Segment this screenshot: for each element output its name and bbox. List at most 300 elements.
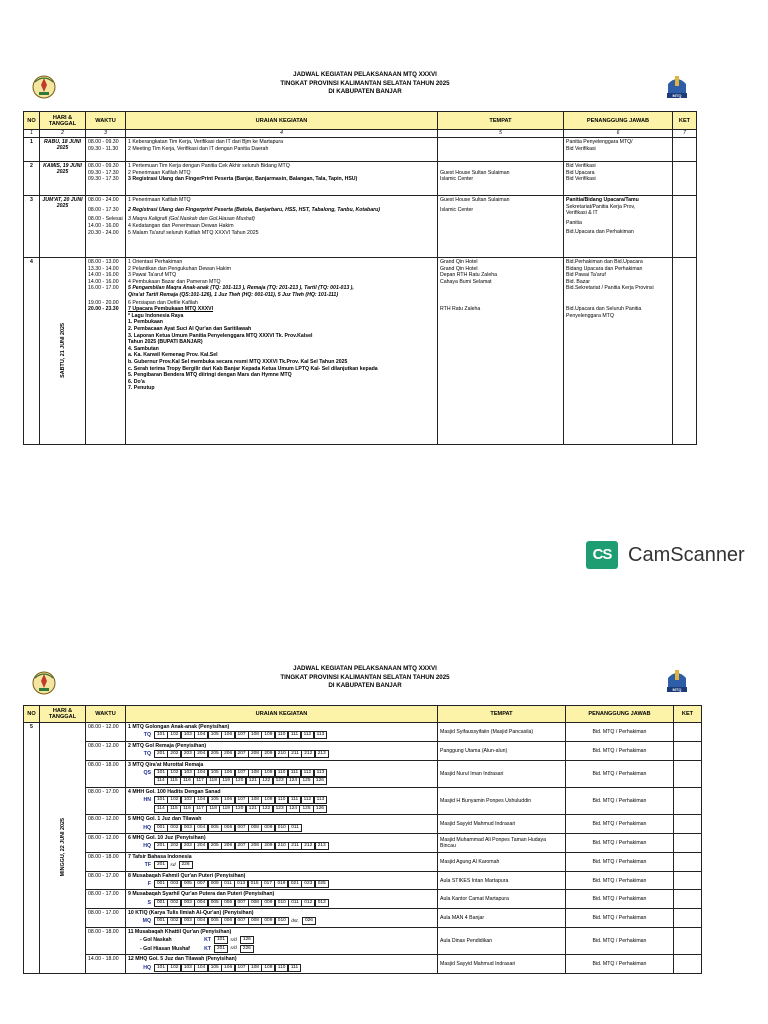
row-times: 08.00 - 24.00 08.00 - 17.30 08.00 - Selesai 14.00 - 16.00 20.30 - 24.00 [86,196,126,258]
participant-code: 001 [154,880,168,888]
participant-code: dst. [291,918,299,924]
participant-code: 009 [261,824,275,832]
row-day-cell [40,258,86,445]
row-time: 08.00 - 18.00 [86,928,126,955]
participant-code: 226 [179,861,193,869]
participant-code: 021 [288,880,302,888]
participant-code: 110 [275,964,289,972]
participant-code: 110 [275,796,289,804]
participant-code: 226 [240,945,254,953]
participant-code: 103 [181,964,195,972]
participant-code: 207 [235,750,249,758]
col-number: 7 [673,130,697,138]
page1-title-line2: TINGKAT PROVINSI KALIMANTAN SELATAN TAHUN 2025 [280,79,450,87]
participant-code: 126 [313,777,327,785]
participant-code: 105 [208,769,222,777]
row-pic: Bid. MTQ / Perhakiman [566,871,674,890]
svg-text:MTQ: MTQ [672,93,682,99]
participant-code: 025 [315,880,329,888]
participant-code: 008 [248,899,262,907]
participant-code: 106 [221,964,235,972]
schedule-table-page1 [23,111,697,445]
participant-code: s/d [230,937,237,943]
participant-code: 005 [181,880,195,888]
participant-code: 111 [288,769,301,777]
participant-code: 213 [315,842,329,850]
row-activity [126,852,438,871]
participant-code: 105 [208,796,222,804]
participant-code: 019 [274,880,288,888]
row-activity [126,815,438,834]
participant-code: 202 [167,750,181,758]
row-place: Masjid Nurul Iman Indrasari [438,760,566,787]
col-header-activity: URAIAN KEGIATAN [126,112,438,130]
row-activity [126,834,438,853]
code-prefix-label: QS [143,769,151,776]
participant-code-row [140,731,435,739]
col-header-pic: PENANGGUNG JAWAB [566,706,674,723]
participant-code: 103 [181,796,195,804]
participant-code: 005 [208,899,222,907]
row-note [674,787,702,814]
participant-code: 001 [154,899,168,907]
participant-code: 102 [167,731,181,739]
row-place: Guest House Sultan Sulaiman Islamic Center [438,162,564,196]
activity-title: 10 KTIQ (Karya Tulis Ilmiah Al-Qur'an) (Penyisihan) [128,910,254,917]
participant-code: 104 [194,769,208,777]
participant-code: s/d [230,946,237,952]
row-activities: 1 Pertemuan Tim Kerja dengan Panitia Cek Akhir seluruh Bidang MTQ 2 Penerimaan Kafilah MTQ 3 Registrasi Ulang dan FingerPrint Peserta (Banjar, Banjarmasin, Balangan, Tala, Tapin, HSU) [126,162,438,196]
participant-code: 211 [288,842,302,850]
participant-code: 105 [208,964,222,972]
row-place: Aula MAN 4 Banjar [438,909,566,928]
camscanner-logo: CS [586,541,618,569]
row-no: 4 [24,258,40,445]
participant-code: 123 [273,777,287,785]
participant-code: 101 [154,964,168,972]
participant-code: 117 [193,777,207,785]
code-prefix-label: KT [204,937,211,944]
row-day: MINGGU, 22 JUNI 2025 [59,817,66,877]
col-number: 5 [438,130,564,138]
participant-code: 001 [154,824,168,832]
activity-title: 6 MHQ Gol. 10 Juz (Penyisihan) [128,835,206,842]
participant-code: 004 [194,917,208,925]
participant-code: 114 [154,805,168,813]
participant-code: 114 [154,777,168,785]
participant-code: 104 [194,731,208,739]
row-time: 08.00 - 17.00 [86,890,126,909]
participant-code: 110 [275,731,289,739]
participant-code: 120 [232,777,246,785]
participant-code: 208 [248,750,262,758]
page1-title-line3: DI KABUPATEN BANJAR [328,88,402,96]
row-note [674,928,702,955]
participant-code: 013 [315,899,329,907]
row-pic: Bid. MTQ / Perhakiman [566,890,674,909]
camscanner-wordmark: CamScanner [628,544,745,566]
code-prefix-label: HQ [143,964,151,971]
participant-code: 120 [232,805,246,813]
participant-code: 009 [261,917,275,925]
col-header-activity: URAIAN KEGIATAN [126,706,438,723]
participant-code: 010 [275,899,289,907]
participant-code: 111 [288,796,301,804]
participant-code: 113 [314,731,328,739]
participant-code: 106 [221,731,235,739]
participant-code: 106 [221,796,235,804]
row-pic: Bid. MTQ / Perhakiman [566,834,674,853]
participant-code: 002 [167,899,181,907]
participant-code: 111 [288,964,301,972]
participant-code: 109 [261,769,275,777]
participant-code: 108 [248,769,262,777]
participant-code: 112 [301,731,315,739]
participant-code: 102 [167,769,181,777]
col-header-place: TEMPAT [438,706,566,723]
table-row [24,138,697,162]
participant-code: 212 [301,750,315,758]
participant-code: 105 [208,731,222,739]
code-prefix-label: HN [143,797,151,804]
participant-code: 004 [194,824,208,832]
participant-code: 005 [208,917,222,925]
code-prefix-label: MQ [142,918,151,925]
row-place: Grand Qin Hotel Grand Qin Hotel Depan RTH Ratu Zaleha Cahaya Bumi Selamat RTH Ratu Zaleha [438,258,564,445]
col-header-day: HARI & TANGGAL [40,706,86,723]
participant-code: 106 [221,769,235,777]
participant-code: 007 [235,824,249,832]
row-note [673,196,697,258]
activity-title: 7 Tafsir Bahasa Indonesia [128,853,192,860]
row-place: Aula Kantor Camat Martapura [438,890,566,909]
row-times: 08.00 - 13.00 13.30 - 14.00 14.00 - 16.00 14.00 - 16.00 16.00 - 17.00 19.00 - 20.00 20.00 - 23.30 [86,258,126,445]
participant-code: 202 [167,842,181,850]
participant-code: 015 [248,880,262,888]
row-note [674,871,702,890]
participant-code-row [140,777,435,785]
row-note [674,741,702,760]
table-row [24,871,702,890]
col-header-place: TEMPAT [438,112,564,130]
kalsel-emblem-logo [30,72,58,100]
participant-code: 002 [167,917,181,925]
row-day: KAMIS, 19 JUNI 2025 [40,162,86,196]
row-pic: Bid.Perhakiman dan Bid.Upacara Bidang Upacara dan Perhakiman Bid Pawai Ta'aruf Bid. Bazar Bid.Sekretariat / Panitia Kerja Provinsi Bid.Upacara dan Seluruh Panitia Penyelenggara MTQ [564,258,673,445]
code-prefix-label: S [147,899,151,906]
table-row [24,741,702,760]
row-pic: Bid. MTQ / Perhakiman [566,760,674,787]
participant-code-row [140,796,435,804]
row-time: 08.00 - 17.00 [86,909,126,928]
activity-title: 5 MHQ Gol. 1 Juz dan Tilawah [128,816,202,823]
table-row [24,787,702,814]
page2-title-line2: TINGKAT PROVINSI KALIMANTAN SELATAN TAHUN 2025 [280,673,450,681]
row-activities: 1 Penerimaan Kafilah MTQ 2 Registrasi Ulang dan Fingerprint Peserta (Batola, Banjarbaru, HSS, HST, Tabalong, Tanbu, Kotabaru) 3 Maqra Kaligrafi (Gol.Naskah dan Gol.Hiasan Mushaf) 4 Kedatangan dan Penerimaan Dewan Hakim 5 Malam Ta'aruf seluruh Kafilah MTQ XXXVI Tahun 2025 [126,196,438,258]
row-place: Masjid Agung Al Karomah [438,852,566,871]
col-header-day: HARI & TANGGAL [40,112,86,130]
participant-code-row [140,880,435,888]
row-activity [126,928,438,955]
participant-code: 203 [181,750,195,758]
participant-code: 204 [194,750,208,758]
code-prefix-label: KT [204,945,211,952]
row-place: Aula Dinas Pendidikan [438,928,566,955]
participant-code: 011 [288,899,302,907]
participant-code: 006 [221,917,235,925]
participant-code: 101 [154,731,168,739]
code-prefix-label: TQ [143,732,151,739]
row-pic: Bid. MTQ / Perhakiman [566,815,674,834]
participant-code: 012 [301,899,315,907]
participant-code: 009 [261,899,275,907]
participant-code: 003 [181,824,195,832]
row-activity [126,723,438,742]
table-row [24,723,702,742]
row-time: 08.00 - 18.00 [86,760,126,787]
row-day: RABU, 18 JUNI 2025 [40,138,86,162]
participant-code: 003 [167,880,181,888]
participant-code: 121 [246,805,260,813]
row-time: 08.00 - 17.00 [86,871,126,890]
participant-code: 011 [221,880,235,888]
participant-code: 206 [221,750,235,758]
row-no: 5 [24,723,40,974]
col-header-no: NO [24,112,40,130]
kalsel-emblem-logo [30,668,58,696]
table-row [24,955,702,974]
activity-title: 4 MHH Gol. 100 Hadits Dengan Sanad [128,788,221,795]
participant-code: 201 [154,750,168,758]
row-time: 08.00 - 12.00 [86,834,126,853]
participant-code: 017 [261,880,275,888]
activity-title: 2 MTQ Gol Remaja (Penyisihan) [128,742,207,749]
row-time: 08.00 - 18.00 [86,852,126,871]
row-times: 08.00 - 09.30 09.30 - 17.30 09.30 - 17.30 [86,162,126,196]
svg-text:MTQ: MTQ [672,687,682,693]
code-prefix-label: TQ [143,750,151,757]
table-row [24,815,702,834]
schedule-table-page2 [23,705,702,974]
col-header-time: WAKTU [86,112,126,130]
col-header-note: KET [674,706,702,723]
row-day: SABTU, 21 JUNI 2025 [59,322,66,378]
participant-code: 212 [301,842,315,850]
participant-code: 213 [315,750,329,758]
participant-code: 108 [248,731,262,739]
row-pic: Bid. MTQ / Perhakiman [566,852,674,871]
table-row [24,909,702,928]
participant-code: 107 [235,769,249,777]
participant-code: 026 [302,917,316,925]
row-no: 2 [24,162,40,196]
row-pic: Bid Verifikasi Bid Upacara Bid Verifikasi [564,162,673,196]
participant-code: 002 [167,824,181,832]
participant-code: 205 [208,842,222,850]
row-activity [126,741,438,760]
row-note [674,955,702,974]
participant-code: 104 [194,964,208,972]
row-times: 08.00 - 09.30 09.30 - 11.30 [86,138,126,162]
row-note [674,815,702,834]
participant-code: 125 [299,805,313,813]
participant-code: 101 [214,936,228,944]
participant-code: 209 [261,750,275,758]
code-prefix-label: HQ [143,843,151,850]
participant-code-row [140,945,435,953]
participant-code: 006 [221,899,235,907]
row-place: Masjid Syifaussyifaiin (Masjid Pancasila) [438,723,566,742]
participant-code-row [140,805,435,813]
participant-code: 005 [208,824,222,832]
participant-code: 126 [240,936,254,944]
row-day-cell [40,723,86,974]
row-place: Masjid Muhammad Ali Ponpes Taman Hudaya Bincau [438,834,566,853]
activity-title: 1 MTQ Golongan Anak-anak (Penyisihan) [128,724,230,730]
participant-code: 201 [214,945,228,953]
row-note [674,852,702,871]
row-note [674,890,702,909]
table-row [24,852,702,871]
page1-title-line1: JADWAL KEGIATAN PELAKSANAAN MTQ XXXVI [293,71,437,78]
participant-code-row [140,750,435,758]
participant-code-row [140,964,435,972]
row-pic: Bid. MTQ / Perhakiman [566,741,674,760]
col-header-no: NO [24,706,40,723]
row-place: Aula STIKES Intan Martapura [438,871,566,890]
participant-code: 010 [275,917,289,925]
row-activity [126,909,438,928]
table-row [24,258,697,445]
participant-code: 023 [301,880,315,888]
participant-code: 119 [219,805,233,813]
participant-code: 122 [259,805,273,813]
code-prefix-label: HQ [143,824,151,831]
participant-code: 126 [313,805,327,813]
code-prefix-label: TF [144,862,151,869]
participant-code: 109 [261,796,275,804]
row-pic: Bid. MTQ / Perhakiman [566,787,674,814]
participant-code: 007 [235,917,249,925]
participant-code: 125 [299,777,313,785]
participant-code: 204 [194,842,208,850]
participant-code-row [140,769,435,777]
row-note [674,723,702,742]
participant-code: 103 [181,731,195,739]
participant-code: 124 [286,805,300,813]
col-number: 4 [126,130,438,138]
row-note [674,760,702,787]
row-note [673,138,697,162]
mtq-logo [664,666,690,696]
participant-code-row [140,842,435,850]
row-time: 08.00 - 12.00 [86,741,126,760]
row-time: 14.00 - 18.00 [86,955,126,974]
col-header-pic: PENANGGUNG JAWAB [564,112,673,130]
participant-code: 107 [235,964,249,972]
row-no: 1 [24,138,40,162]
col-number: 6 [564,130,673,138]
participant-code: 122 [259,777,273,785]
participant-code: 008 [248,917,262,925]
participant-code: 104 [194,796,208,804]
activity-title: 9 Musabaqah Syarhil Qur'an Putera dan Puteri (Penyisihan) [128,891,275,898]
row-place: Masjid Sayyid Mahmud Indrasari [438,815,566,834]
participant-code: 007 [194,880,208,888]
participant-code: 206 [221,842,235,850]
participant-code: 102 [167,796,181,804]
participant-code: 116 [180,777,194,785]
row-activity [126,890,438,909]
participant-code: 008 [248,824,262,832]
row-time: 08.00 - 12.00 [86,815,126,834]
row-activities: 1 Keberangkatan Tim Kerja, Verifikasi dan IT dari Bjm ke Martapura 2 Meeting Tim Kerja, Verifikasi dan IT dengan Panitia Daerah [126,138,438,162]
row-activity [126,760,438,787]
category-label: - Gol Naskah [140,937,172,944]
activity-title: 11 Musabaqah Khattil Qur'an (Penyisihan) [128,929,232,935]
participant-code: 009 [208,880,222,888]
participant-code: 115 [167,805,181,813]
participant-code: 101 [154,769,168,777]
row-note [673,258,697,445]
participant-code-row [140,936,435,944]
participant-code: 003 [181,917,195,925]
table-row [24,196,697,258]
activity-title: 3 MTQ Qira'at Murottal Remaja [128,761,204,768]
participant-code: 118 [206,777,220,785]
row-time: 08.00 - 17.00 [86,787,126,814]
participant-code: 013 [234,880,248,888]
participant-code: 107 [235,796,249,804]
participant-code-row [140,824,435,832]
participant-code: 003 [181,899,195,907]
participant-code: 102 [167,964,181,972]
participant-code: 109 [261,731,275,739]
participant-code: 110 [275,769,289,777]
participant-code: 007 [235,899,249,907]
row-pic: Bid. MTQ / Perhakiman [566,928,674,955]
activity-title: 12 MHQ Gol. 5 Juz dan Tilawah (Penyisihan) [128,956,237,963]
col-number: 3 [86,130,126,138]
participant-code: 211 [288,750,302,758]
row-pic: Bid. MTQ / Perhakiman [566,955,674,974]
participant-code: sd [170,862,176,868]
col-number: 2 [40,130,86,138]
participant-code: 113 [314,796,328,804]
participant-code: 010 [275,824,289,832]
row-activity [126,787,438,814]
col-number: 1 [24,130,40,138]
table-row [24,928,702,955]
row-place: Masjid H Bunyamin Ponpes Ushuluddin [438,787,566,814]
table-row [24,834,702,853]
table-row [24,162,697,196]
table-row [24,760,702,787]
participant-code: 112 [301,796,315,804]
participant-code: 011 [288,824,302,832]
row-time: 08.00 - 12.00 [86,723,126,742]
col-header-time: WAKTU [86,706,126,723]
participant-code: 118 [206,805,220,813]
participant-code-row [140,861,435,869]
participant-code: 112 [301,769,315,777]
mtq-logo [664,72,690,102]
page2-title-line1: JADWAL KEGIATAN PELAKSANAAN MTQ XXXVI [293,665,437,672]
participant-code: 004 [194,899,208,907]
participant-code: 124 [286,777,300,785]
row-place: Panggung Utama (Alun-alun) [438,741,566,760]
participant-code: 116 [180,805,194,813]
